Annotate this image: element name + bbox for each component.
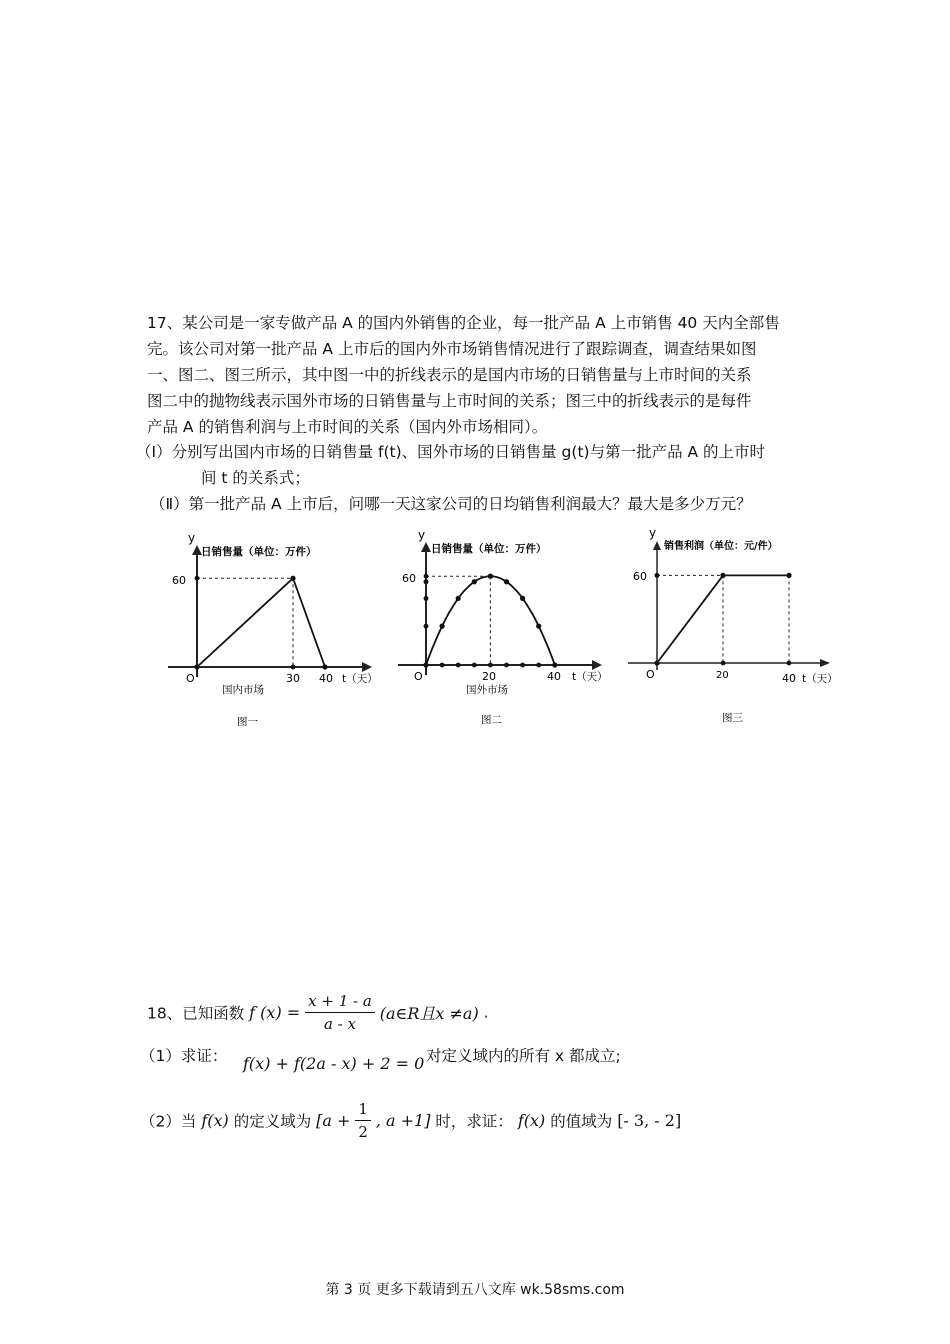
q18-intro: 18、已知函数 xyxy=(147,1004,245,1023)
figure-3 xyxy=(628,526,838,724)
q18-p2-half xyxy=(355,1098,371,1143)
fig2-axis-dot-3 xyxy=(472,663,477,668)
fig2-point-2 xyxy=(456,596,461,601)
fig3-axis-dot-1 xyxy=(721,661,726,666)
fig1-ytick-60: 60 xyxy=(172,574,186,587)
fig3-ytick-60: 60 xyxy=(633,570,647,583)
fig2-y-arrow xyxy=(421,542,431,552)
fig1-xtick-30: 30 xyxy=(286,672,300,685)
fig2-y-dot-6 xyxy=(424,596,429,601)
fig3-point-1 xyxy=(720,573,725,578)
fig2-ytick-60: 60 xyxy=(402,572,416,585)
fig1-point-2 xyxy=(322,664,327,669)
fig2-point-7 xyxy=(536,624,541,629)
q18-p2-then: 时，求证： xyxy=(435,1112,513,1131)
fig2-caption: 图二 xyxy=(481,714,502,726)
fig3-origin: O xyxy=(646,668,655,681)
q17-part-1: （Ⅰ）分别写出国内市场的日销售量 f(t)、国外市场的日销售量 g(t)与第一批产品 A 的上市时 xyxy=(136,443,766,461)
fig3-y-arrow xyxy=(653,541,661,550)
q18-fx: f (x) = xyxy=(249,1003,301,1022)
fig3-xtick-40: 40 xyxy=(782,672,796,685)
q17-line-2: 完。该公司对第一批产品 A 上市后的国内外市场销售情况进行了跟踪调查，调查结果如图 xyxy=(147,340,757,358)
fig2-origin: O xyxy=(414,670,423,683)
fig2-y-dot-5 xyxy=(424,579,429,584)
fig3-point-0 xyxy=(654,660,659,665)
fig2-axis-dot-2 xyxy=(456,663,461,668)
fig2-axis-dot-1 xyxy=(440,663,445,668)
question-17 xyxy=(147,310,817,440)
fig1-title: 日销售量（单位：万件） xyxy=(201,546,317,558)
q17-line-1: 17、某公司是一家专做产品 A 的国内外销售的企业，每一批产品 A 上市销售 40 天内全部售 xyxy=(147,314,780,332)
fig1-caption: 图一 xyxy=(237,716,258,728)
fig1-point-1 xyxy=(290,576,295,581)
fig3-y-dot-2 xyxy=(655,573,660,578)
q17-line-4: 图二中的抛物线表示国外市场的日销售量与上市时间的关系；图三中的折线表示的是每件 xyxy=(147,392,752,410)
q18-period: . xyxy=(483,1003,489,1022)
q18-stem xyxy=(147,990,489,1035)
q18-p2-fx2: f(x) xyxy=(517,1111,546,1130)
fig2-y-dot-4 xyxy=(424,574,429,579)
q18-p2-half-den: 2 xyxy=(358,1123,368,1141)
fig1-y-dot-1 xyxy=(195,576,200,581)
fig2-point-6 xyxy=(520,596,525,601)
q18-p2-interval-right: , a +1] xyxy=(375,1111,431,1130)
fig1-sublabel: 国内市场 xyxy=(222,684,264,696)
figure-1 xyxy=(168,531,378,728)
fig3-point-2 xyxy=(786,573,791,578)
q17-part-1-cont: 间 t 的关系式； xyxy=(201,469,310,487)
fig2-point-8 xyxy=(552,662,557,667)
fig1-origin: O xyxy=(186,672,195,685)
fig3-title: 销售利润（单位：元/件） xyxy=(664,541,778,552)
fig2-xtick-40: 40 xyxy=(547,670,561,683)
fig3-x-label: t（天） xyxy=(802,673,838,685)
fig1-xtick-40: 40 xyxy=(319,672,333,685)
fig2-axis-dot-5 xyxy=(504,663,509,668)
fig2-x-label: t（天） xyxy=(572,671,608,683)
fig3-y-label: y xyxy=(649,526,657,540)
q18-part-2 xyxy=(140,1098,681,1143)
fig2-plot xyxy=(423,574,557,668)
fig2-axis-dot-7 xyxy=(536,663,541,668)
fig1-x-label: t（天） xyxy=(342,673,378,685)
fig2-peak-point xyxy=(488,574,493,579)
fig2-y-dot-7 xyxy=(424,624,429,629)
page-footer: 第 3 页 更多下载请到五八文库 wk.58sms.com xyxy=(325,1282,625,1298)
fig1-axis-dot-1 xyxy=(291,665,296,670)
q18-part-1 xyxy=(140,1044,227,1066)
fig1-series-line xyxy=(197,578,325,667)
fig1-y-label: y xyxy=(188,531,196,545)
q18-condition: (a∈R且x ≠a) xyxy=(379,1004,479,1023)
fig2-point-5 xyxy=(504,579,509,584)
fig3-plot xyxy=(654,573,791,666)
fig2-point-0 xyxy=(423,662,428,667)
q18-p2-range-text: 的值域为 xyxy=(550,1112,613,1131)
fig2-axis-dot-4 xyxy=(488,663,493,668)
fig2-x-arrow xyxy=(592,660,602,670)
q18-p2-range: [- 3, - 2] xyxy=(617,1111,682,1130)
fig3-x-arrow xyxy=(820,659,830,667)
q18-p1-label: （1）求证： xyxy=(140,1047,228,1065)
q17-part-2: （Ⅱ）第一批产品 A 上市后，问哪一天这家公司的日均销售利润最大？最大是多少万元？ xyxy=(150,495,752,513)
fig3-xtick-20: 20 xyxy=(716,670,729,681)
fig3-axis-dot-2 xyxy=(787,661,792,666)
fig2-point-1 xyxy=(440,624,445,629)
q18-p2-interval-left: [a + xyxy=(316,1111,351,1130)
fig2-point-3 xyxy=(472,579,477,584)
fig2-axis-dot-6 xyxy=(520,663,525,668)
fig1-point-0 xyxy=(194,664,199,669)
fig1-plot xyxy=(194,576,327,670)
q18-frac-denominator: a - x xyxy=(323,1015,356,1033)
fig2-xtick-20: 20 xyxy=(482,670,496,683)
q18-fraction xyxy=(305,990,375,1035)
fig2-title: 日销售量（单位：万件） xyxy=(431,543,547,555)
q18-p2-half-num: 1 xyxy=(355,1098,371,1121)
fig2-sublabel: 国外市场 xyxy=(466,684,508,696)
q17-line-5: 产品 A 的销售利润与上市时间的关系（国内外市场相同）。 xyxy=(147,418,548,436)
q18-p2-fx: f(x) xyxy=(201,1111,229,1130)
q18-p2-mid: 的定义域为 xyxy=(233,1112,312,1131)
q18-p1-tail: 对定义域内的所有 x 都成立; xyxy=(426,1047,621,1065)
q18-p1-formula: f(x) + f(2a - x) + 2 = 0 xyxy=(243,1054,425,1073)
figures xyxy=(0,525,950,745)
fig2-y-label: y xyxy=(418,528,426,542)
q18-frac-numerator: x + 1 - a xyxy=(305,990,375,1013)
fig1-x-arrow xyxy=(362,662,372,672)
q17-line-3: 一、图二、图三所示，其中图一中的折线表示的是国内市场的日销售量与上市时间的关系 xyxy=(147,366,752,384)
figure-2 xyxy=(398,528,608,726)
q18-p2-label: （2）当 xyxy=(140,1112,197,1131)
fig3-caption: 图三 xyxy=(722,712,743,724)
